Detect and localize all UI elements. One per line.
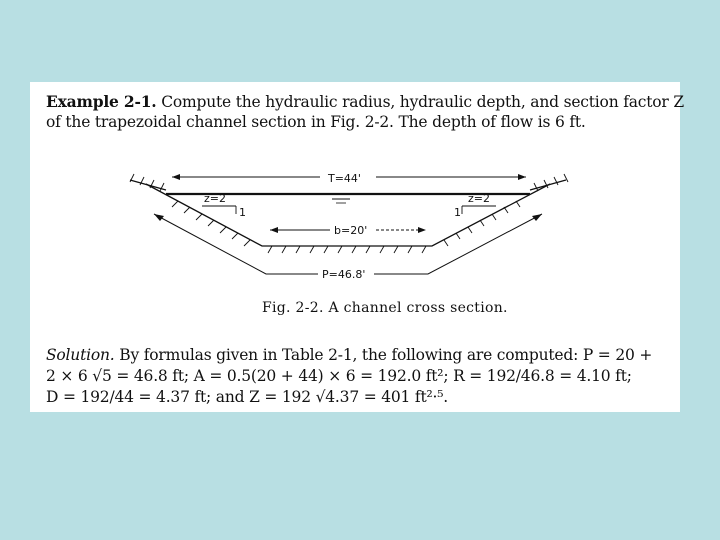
perimeter-label: P=46.8' [322,268,366,281]
scanned-page [30,82,684,412]
left-rise-label: 1 [239,206,246,219]
solution-line-1 [46,346,666,364]
right-rise-label: 1 [454,206,461,219]
figure-caption: Fig. 2-2. A channel cross section. [262,300,508,316]
problem-line-1 [46,92,684,111]
solution-line-3: D = 192/44 = 4.37 ft; and Z = 192 √4.37 = 401 ft²·⁵. [46,388,448,406]
channel-cross-section-diagram [30,164,680,304]
problem-text-1: Compute the hydraulic radius, hydraulic depth, and section factor Z [161,93,684,111]
right-slope-label: z=2 [468,192,490,205]
example-label: Example 2-1. [46,92,157,111]
left-slope-label: z=2 [204,192,226,205]
solution-line-2: 2 × 6 √5 = 46.8 ft; A = 0.5(20 + 44) × 6 = 192.0 ft²; R = 192/46.8 = 4.10 ft; [46,367,632,385]
top-width-label: T=44' [328,172,361,185]
solution-label: Solution. [46,346,115,364]
problem-line-2: of the trapezoidal channel section in Fig. 2-2. The depth of flow is 6 ft. [46,113,586,131]
solution-text-1: By formulas given in Table 2-1, the following are computed: P = 20 + [119,346,653,364]
bottom-width-label: b=20' [334,224,368,237]
